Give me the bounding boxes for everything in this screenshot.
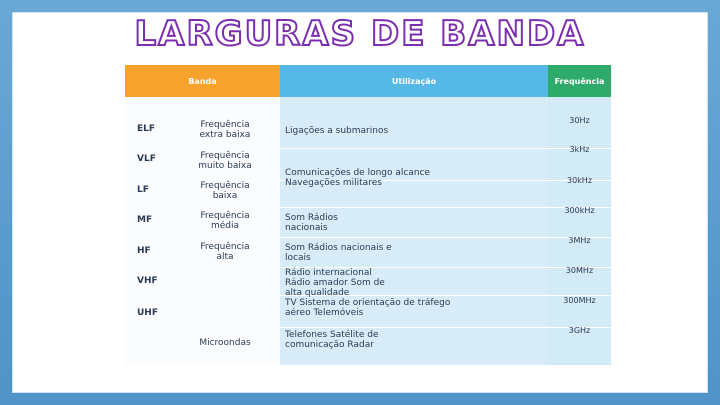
frequency-column — [548, 65, 611, 365]
frequency-label: 30kHz — [566, 176, 593, 185]
band-abbr: ELF — [137, 124, 156, 134]
bandwidth-table-image — [125, 65, 611, 365]
frequency-label: 30MHz — [565, 266, 594, 275]
band-name: Frequência muito baixa — [198, 151, 252, 171]
band-usage: Telefones Satélite de comunicação Radar — [285, 330, 379, 350]
band-usage: Som Rádios nacionais e locais — [285, 243, 392, 263]
frequency-label: 300kHz — [564, 206, 595, 215]
band-abbr: UHF — [137, 308, 158, 318]
band-abbr: MF — [137, 215, 153, 225]
band-name: Frequência extra baixa — [199, 120, 251, 140]
band-usage: Som Rádios nacionais — [285, 213, 338, 233]
band-abbr: VHF — [137, 276, 158, 286]
band-name: Microondas — [199, 338, 251, 348]
band-usage: TV Sistema de orientação de tráfego aéreo Telemóveis — [285, 298, 451, 318]
header-frequencia: Frequência — [548, 65, 611, 97]
page-title: LARGURAS DE BANDA — [134, 14, 586, 54]
band-abbr: LF — [137, 185, 149, 195]
band-abbr: VLF — [137, 154, 156, 164]
band-name: Frequência alta — [200, 242, 250, 262]
band-name: Frequência média — [200, 211, 250, 231]
frequency-label: 3kHz — [569, 145, 590, 154]
band-usage: Comunicações de longo alcance Navegações militares — [285, 168, 431, 188]
frequency-label: 3GHz — [568, 326, 591, 335]
band-usage: Rádio internacional Rádio amador Som de alta qualidade — [285, 268, 385, 298]
frequency-label: 3MHz — [568, 236, 591, 245]
header-banda: Banda — [125, 65, 280, 97]
band-abbr: HF — [137, 246, 151, 256]
band-usage: Ligações a submarinos — [285, 126, 389, 136]
band-name: Frequência baixa — [200, 181, 250, 201]
frequency-label: 300MHz — [563, 296, 596, 305]
header-utilizacao: Utilização — [280, 65, 548, 97]
frequency-label: 30Hz — [569, 116, 590, 125]
